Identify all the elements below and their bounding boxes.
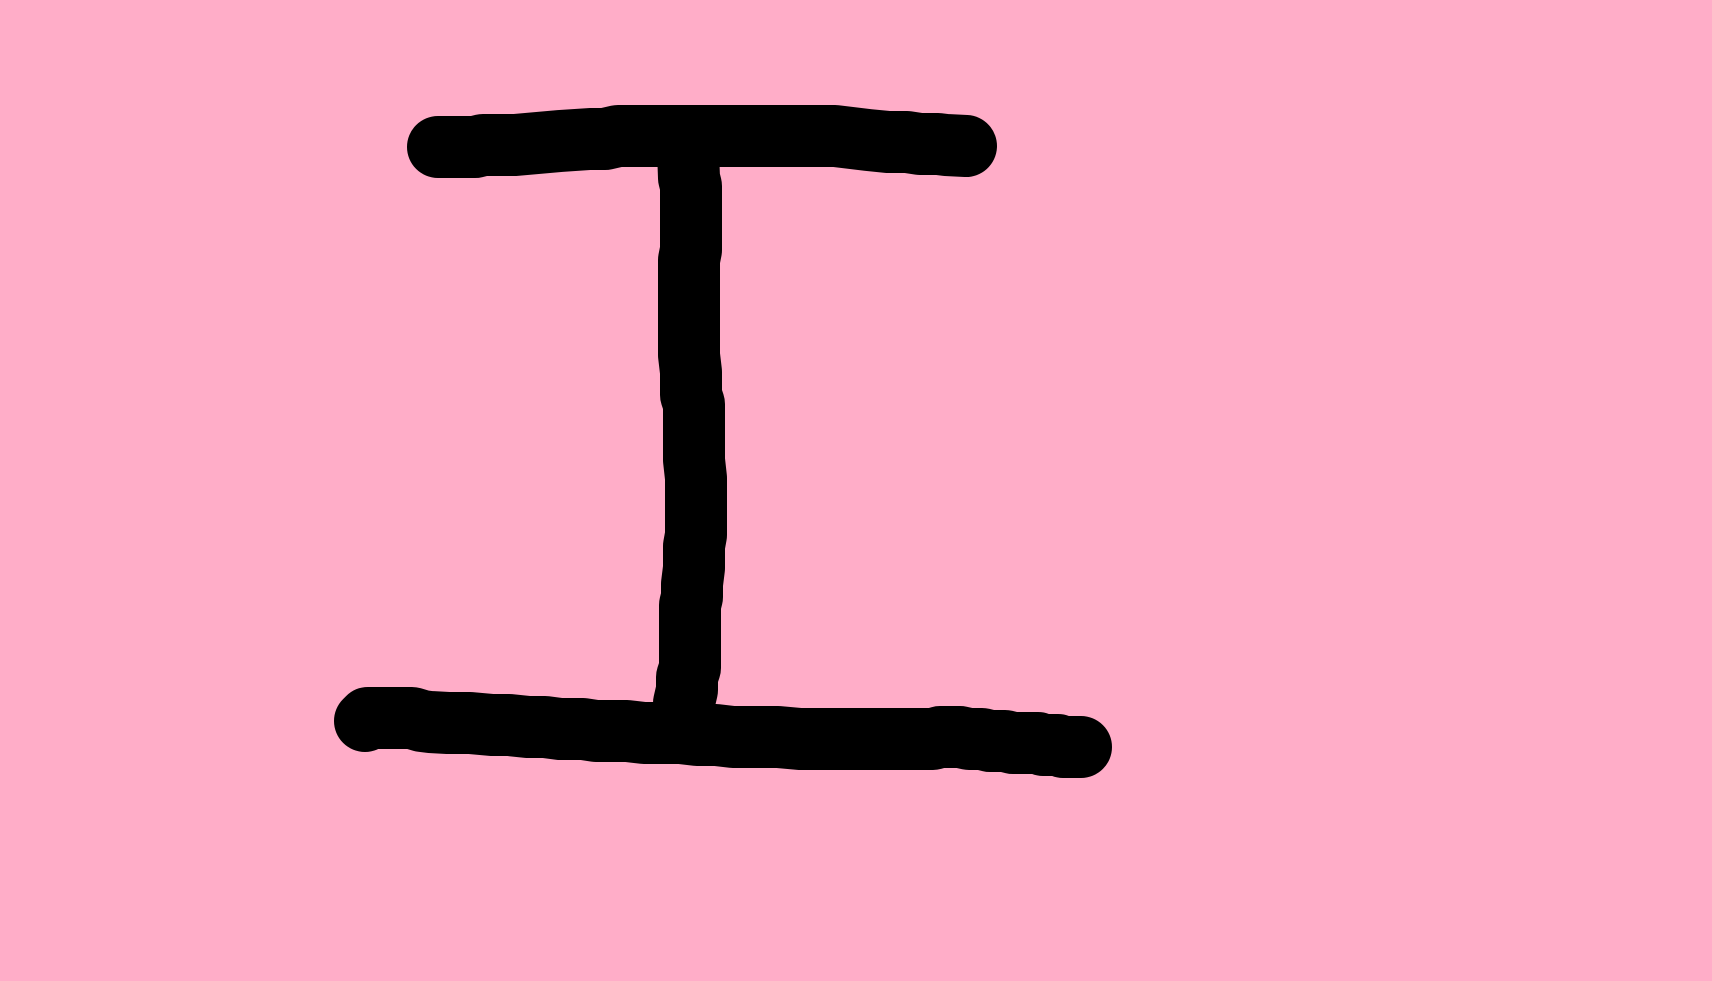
bottom-horizontal-stroke <box>365 718 1081 747</box>
vertical-stroke <box>684 150 696 710</box>
